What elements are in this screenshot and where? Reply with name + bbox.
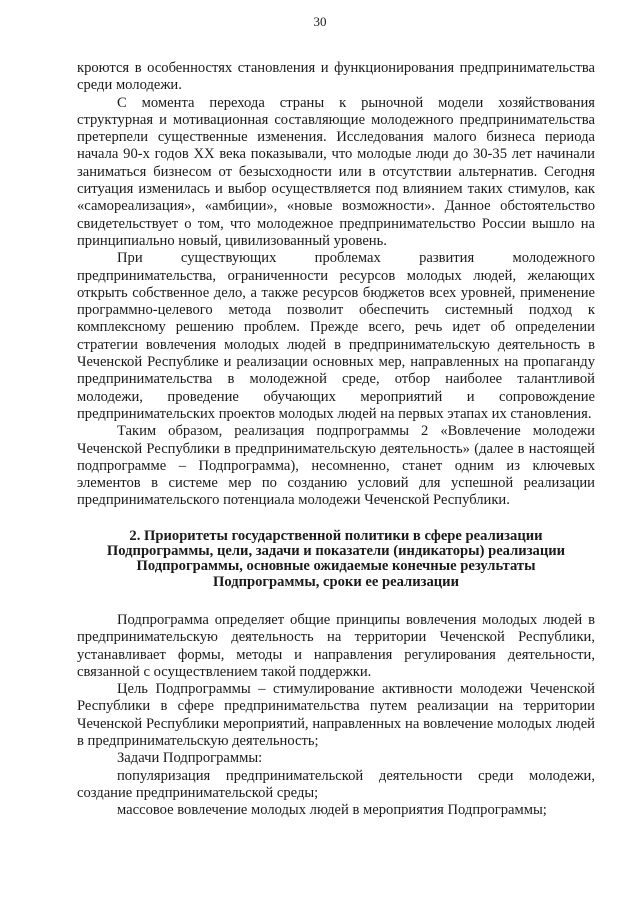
paragraph: При существующих проблемах развития молодежного предпринимательства, ограниченности ресурсов молодых людей, желающих открыть собственное дело, а также ресурсов бюджетов всех уровней, применение программно-целевого метода позволит обеспечить системный подход к комплексному решению проблем. Прежде всего, речь идет об определении стратегии вовлечения молодых людей в предпринимательскую деятельность в Чеченской Республике и реализации основных мер, направленных на пропаганду предпринимательства в молодежной среде, отбор наиболее талантливой молодежи, проведение обучающих мероприятий и сопровождение предпринимательских проектов молодых людей на первых этапах их становления. bbox=[77, 250, 595, 422]
section-heading-line: Подпрограммы, цели, задачи и показатели (индикаторы) реализации bbox=[106, 543, 566, 560]
paragraph: массовое вовлечение молодых людей в мероприятия Подпрограммы; bbox=[117, 802, 547, 819]
page-number: 30 bbox=[313, 14, 327, 29]
section-heading bbox=[77, 529, 595, 590]
section-heading-line: 2. Приоритеты государственной политики в сфере реализации bbox=[129, 527, 543, 544]
paragraph: С момента перехода страны к рыночной модели хозяйствования структурная и мотивационная составляющие молодежного предпринимательства претерпели существенные изменения. Исследования малого бизнеса периода начала 90-х годов XX века показывали, что молодые люди до 30-35 лет начинали заниматься бизнесом от безысходности или в отсутствии альтернатив. Сегодня ситуация изменилась и выбор осуществляется под влиянием таких стимулов, как «самореализация», «амбиции», «новые возможности». Данное обстоятельство свидетельствует о том, что молодежное предпринимательство России вышло на принципиально новый, цивилизованный уровень. bbox=[77, 94, 595, 249]
intro-section bbox=[77, 60, 595, 510]
section-body bbox=[77, 612, 595, 820]
section-heading-line: Подпрограммы, сроки ее реализации bbox=[212, 573, 459, 590]
paragraph: Задачи Подпрограммы: bbox=[117, 750, 263, 767]
section-heading-line: Подпрограммы, основные ожидаемые конечные результаты bbox=[136, 558, 536, 575]
paragraph: Таким образом, реализация подпрограммы 2 «Вовлечение молодежи Чеченской Республики в предпринимательскую деятельность» (далее в настоящей подпрограмме – Подпрограмма), несомненно, станет одним из ключевых элементов в системе мер по созданию условий для успешной реализации предпринимательского потенциала молодежи Чеченской Республики. bbox=[77, 423, 595, 509]
paragraph: Цель Подпрограммы – стимулирование активности молодежи Чеченской Республики в сфере предпринимательства путем реализации на территории Чеченской Республики мероприятий, направленных на вовлечение молодых людей в предпринимательскую деятельность; bbox=[77, 681, 595, 749]
paragraph: кроются в особенностях становления и функционирования предпринимательства среди молодежи. bbox=[77, 60, 595, 94]
document-body bbox=[77, 60, 595, 819]
paragraph: популяризация предпринимательской деятельности среди молодежи, создание предпринимательской среды; bbox=[77, 767, 595, 801]
paragraph: Подпрограмма определяет общие принципы вовлечения молодых людей в предпринимательскую деятельность на территории Чеченской Республики, устанавливает формы, методы и направления регулирования деятельности, связанной с осуществлением такой поддержки. bbox=[77, 611, 595, 680]
